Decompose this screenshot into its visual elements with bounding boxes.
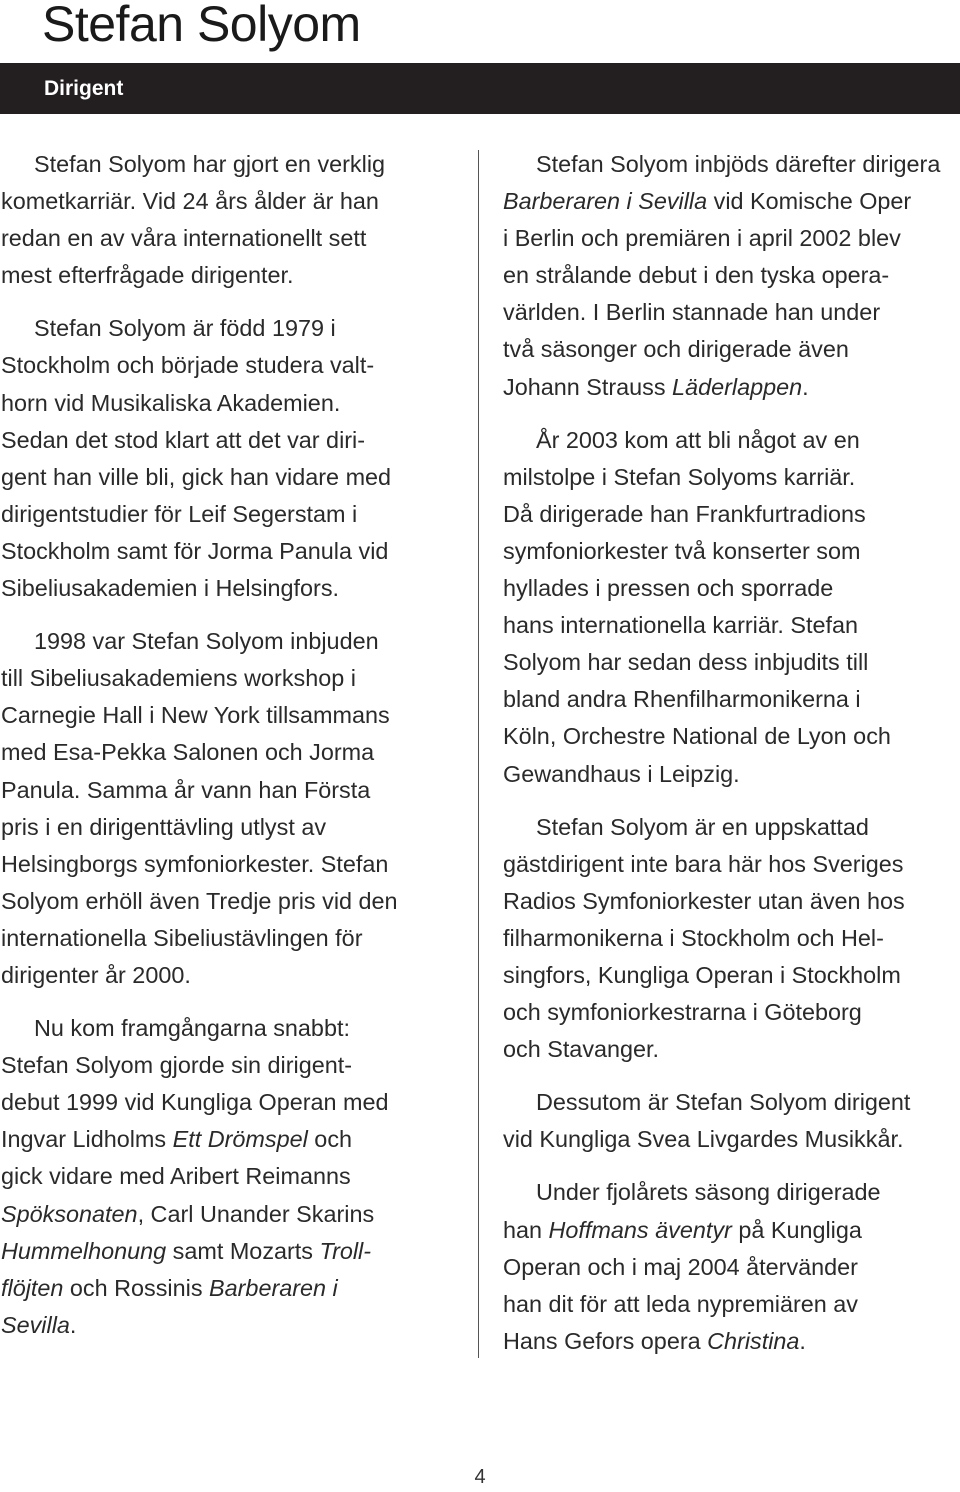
text-run: han dit för att leda nypremiären av xyxy=(503,1290,858,1317)
text-run: milstolpe i Stefan Solyoms karriär. xyxy=(503,463,856,490)
text-run: Stefan Solyom gjorde sin dirigent- xyxy=(1,1052,353,1079)
text-line xyxy=(1,846,471,883)
italic-title: Sevilla xyxy=(1,1311,70,1338)
italic-title: Hoffmans äventyr xyxy=(548,1216,732,1243)
text-line xyxy=(503,1084,960,1121)
text-line xyxy=(503,718,960,755)
column-divider xyxy=(478,150,479,1358)
text-line xyxy=(1,697,471,734)
italic-title: Christina xyxy=(707,1327,800,1354)
text-line xyxy=(503,957,960,994)
text-run: gick vidare med Aribert Reimanns xyxy=(1,1163,351,1190)
text-line xyxy=(503,369,960,406)
text-run: Carnegie Hall i New York tillsammans xyxy=(1,702,390,729)
text-line xyxy=(503,183,960,220)
text-run: två säsonger och dirigerade även xyxy=(503,336,849,363)
italic-title: Troll- xyxy=(319,1237,372,1264)
text-run: Gewandhaus i Leipzig. xyxy=(503,760,740,787)
text-line xyxy=(1,623,471,660)
text-run: Då dirigerade han Frankfurtradions xyxy=(503,500,866,527)
text-line xyxy=(503,496,960,533)
text-run: på Kungliga xyxy=(731,1216,862,1243)
text-line xyxy=(1,1158,471,1195)
text-run: 1998 var Stefan Solyom inbjuden xyxy=(34,628,379,655)
text-line xyxy=(1,1047,471,1084)
text-run: dirigenter år 2000. xyxy=(1,961,191,988)
text-line xyxy=(503,644,960,681)
text-run: bland andra Rhenfilharmonikerna i xyxy=(503,686,861,713)
page-number: 4 xyxy=(474,1466,486,1488)
text-line xyxy=(503,570,960,607)
text-line xyxy=(503,756,960,793)
text-line xyxy=(503,607,960,644)
text-line xyxy=(1,570,471,607)
text-run: Johann Strauss xyxy=(503,373,673,400)
text-line xyxy=(1,146,471,183)
text-line xyxy=(1,533,471,570)
text-run: kometkarriär. Vid 24 års ålder är han xyxy=(1,188,379,215)
text-line xyxy=(503,1031,960,1068)
text-run: Stockholm samt för Jorma Panula vid xyxy=(1,537,389,564)
text-line xyxy=(1,459,471,496)
text-line xyxy=(503,1323,960,1360)
text-line xyxy=(503,1286,960,1323)
text-run: Solyom har sedan dess inbjudits till xyxy=(503,649,869,676)
text-run: filharmonikerna i Stockholm och Hel- xyxy=(503,924,884,951)
text-run: en strålande debut i den tyska opera- xyxy=(503,262,890,289)
text-line xyxy=(503,846,960,883)
text-run: och xyxy=(307,1126,353,1153)
text-run: och Stavanger. xyxy=(503,1036,660,1063)
paragraph xyxy=(503,422,960,793)
text-run: . xyxy=(799,1327,806,1354)
section-band xyxy=(0,63,960,114)
text-run: . xyxy=(69,1311,77,1338)
text-run: hyllades i pressen och sporrade xyxy=(503,575,834,602)
paragraph xyxy=(503,1084,960,1158)
paragraph xyxy=(1,623,471,994)
text-run: vid Kungliga Svea Livgardes Musikkår. xyxy=(503,1126,904,1153)
text-run: Helsingborgs symfoniorkester. Stefan xyxy=(1,850,389,877)
text-run: han xyxy=(503,1216,549,1243)
role-label: Dirigent xyxy=(44,77,124,100)
text-run: symfoniorkester två konserter som xyxy=(503,537,861,564)
text-line xyxy=(1,660,471,697)
text-line xyxy=(1,183,471,220)
paragraph xyxy=(503,1174,960,1359)
paragraph xyxy=(1,1010,471,1344)
text-run: och symfoniorkestrarna i Göteborg xyxy=(503,999,862,1026)
text-line xyxy=(1,257,471,294)
text-run: vid Komische Oper xyxy=(707,188,912,215)
text-run: Nu kom framgångarna snabbt: xyxy=(34,1015,350,1042)
text-line xyxy=(1,1270,471,1307)
text-line xyxy=(1,957,471,994)
text-line xyxy=(1,220,471,257)
text-line xyxy=(503,1249,960,1286)
paragraph xyxy=(1,310,471,607)
italic-title: Spöksonaten xyxy=(1,1200,138,1227)
text-line xyxy=(1,347,471,384)
text-line xyxy=(503,920,960,957)
text-line xyxy=(503,459,960,496)
text-run: , Carl Unander Skarins xyxy=(137,1200,375,1227)
text-run: Operan och i maj 2004 återvänder xyxy=(503,1253,858,1280)
text-run: internationella Sibeliustävlingen för xyxy=(1,924,363,951)
text-run: Hans Gefors opera xyxy=(503,1327,708,1354)
text-line xyxy=(1,809,471,846)
text-line xyxy=(503,294,960,331)
text-line xyxy=(503,994,960,1031)
text-line xyxy=(503,331,960,368)
text-line xyxy=(503,146,960,183)
text-run: gent han ville bli, gick han vidare med xyxy=(1,463,392,490)
italic-title: Barberaren i xyxy=(209,1274,338,1301)
text-run: pris i en dirigenttävling utlyst av xyxy=(1,813,327,840)
text-line xyxy=(503,257,960,294)
text-line xyxy=(1,385,471,422)
text-line xyxy=(1,422,471,459)
text-run: världen. I Berlin stannade han under xyxy=(503,299,881,326)
text-run: Panula. Samma år vann han Första xyxy=(1,776,371,803)
right-column xyxy=(503,146,960,1376)
text-line xyxy=(503,220,960,257)
text-run: Radios Symfoniorkester utan även hos xyxy=(503,887,905,914)
text-run: Ingvar Lidholms xyxy=(1,1126,173,1153)
text-run: Sibeliusakademien i Helsingfors. xyxy=(1,575,340,602)
text-line xyxy=(1,734,471,771)
text-run: dirigentstudier för Leif Segerstam i xyxy=(1,500,358,527)
text-run: redan en av våra internationellt sett xyxy=(1,225,367,252)
text-run: Under fjolårets säsong dirigerade xyxy=(536,1179,881,1206)
italic-title: Hummelhonung xyxy=(1,1237,167,1264)
text-line xyxy=(1,1121,471,1158)
text-run: samt Mozarts xyxy=(166,1237,320,1264)
text-run: Stefan Solyom inbjöds därefter dirigera xyxy=(536,151,941,177)
text-line xyxy=(503,422,960,459)
text-run: horn vid Musikaliska Akademien. xyxy=(1,389,341,416)
text-run: Sedan det stod klart att det var diri- xyxy=(1,426,366,453)
text-run: och Rossinis xyxy=(63,1274,210,1301)
text-line xyxy=(1,920,471,957)
text-line xyxy=(1,883,471,920)
text-line xyxy=(1,1196,471,1233)
text-run: mest efterfrågade dirigenter. xyxy=(1,262,294,289)
paragraph xyxy=(503,809,960,1069)
page-title: Stefan Solyom xyxy=(42,0,361,52)
text-run: År 2003 kom att bli något av en xyxy=(536,426,860,453)
paragraph xyxy=(1,146,471,294)
italic-title: Läderlappen xyxy=(672,373,803,400)
italic-title: Barberaren i Sevilla xyxy=(503,188,708,215)
text-line xyxy=(503,1212,960,1249)
text-run: singfors, Kungliga Operan i Stockholm xyxy=(503,961,901,988)
text-run: till Sibeliusakademiens workshop i xyxy=(1,665,356,692)
text-line xyxy=(503,533,960,570)
text-line xyxy=(1,1233,471,1270)
text-run: Stefan Solyom har gjort en verklig xyxy=(34,151,386,177)
text-line xyxy=(1,1307,471,1344)
text-run: Dessutom är Stefan Solyom dirigent xyxy=(536,1089,911,1116)
text-line xyxy=(1,1010,471,1047)
text-run: Solyom erhöll även Tredje pris vid den xyxy=(1,887,398,914)
italic-title: Ett Drömspel xyxy=(172,1126,308,1153)
text-run: Stockholm och började studera valt- xyxy=(1,352,375,379)
text-line xyxy=(503,883,960,920)
text-run: Stefan Solyom är en uppskattad xyxy=(536,813,869,840)
paragraph xyxy=(503,146,960,406)
text-line xyxy=(1,496,471,533)
text-line xyxy=(503,681,960,718)
text-line xyxy=(1,310,471,347)
text-run: gästdirigent inte bara här hos Sveriges xyxy=(503,850,904,877)
text-line xyxy=(1,1084,471,1121)
text-line xyxy=(1,772,471,809)
text-line xyxy=(503,809,960,846)
text-run: hans internationella karriär. Stefan xyxy=(503,612,858,639)
text-run: Köln, Orchestre National de Lyon och xyxy=(503,723,891,750)
left-column xyxy=(1,146,471,1360)
italic-title: flöjten xyxy=(1,1274,64,1301)
text-line xyxy=(503,1121,960,1158)
text-run: . xyxy=(802,373,809,400)
text-run: Stefan Solyom är född 1979 i xyxy=(34,315,336,342)
text-line xyxy=(503,1174,960,1211)
text-run: debut 1999 vid Kungliga Operan med xyxy=(1,1089,389,1116)
text-run: i Berlin och premiären i april 2002 blev xyxy=(503,225,901,252)
text-run: med Esa-Pekka Salonen och Jorma xyxy=(1,739,375,766)
